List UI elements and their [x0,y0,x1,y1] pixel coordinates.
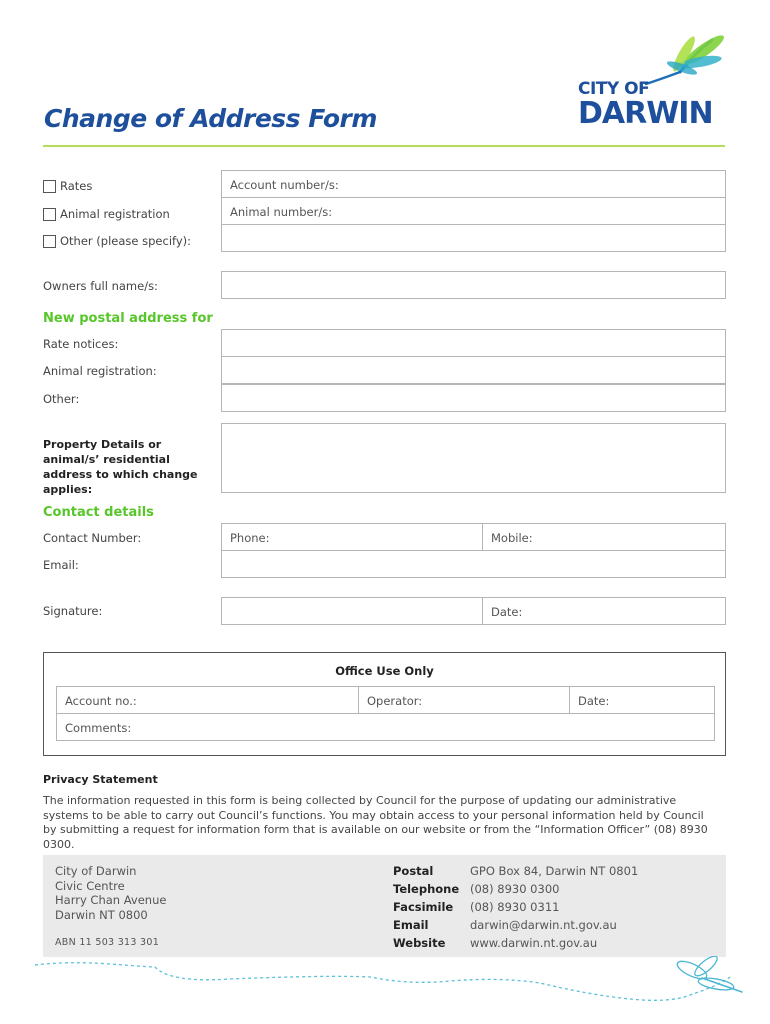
page-title: Change of Address Form [44,104,377,133]
rates-option[interactable] [43,179,92,193]
email-field[interactable] [221,550,726,578]
office-operator-label: Operator: [367,694,423,708]
rate-notices-field[interactable] [221,329,726,357]
office-date-field[interactable] [569,686,715,714]
other-label: Other (please specify): [60,234,192,248]
postal-heading: New postal address for [43,311,213,326]
logo-city-of: CITY OF [578,79,650,99]
dragonfly-footer-icon [672,956,752,1000]
signature-field[interactable] [221,597,483,625]
address-line: City of Darwin [55,864,137,878]
mobile-field[interactable] [482,523,726,551]
contact-value: GPO Box 84, Darwin NT 0801 [470,864,639,878]
office-comments-label: Comments: [65,721,132,735]
office-heading: Office Use Only [335,664,434,678]
office-account-label: Account no.: [65,694,137,708]
account-number-field[interactable] [221,170,726,198]
contact-key: Facsimile [393,900,454,914]
checkbox-icon[interactable] [43,180,56,193]
other-specify-field[interactable] [221,224,726,252]
animal-number-field[interactable] [221,197,726,225]
privacy-heading: Privacy Statement [43,773,158,786]
abn: ABN 11 503 313 301 [55,937,160,948]
contact-number-label: Contact Number: [43,531,142,545]
other-option[interactable] [43,234,191,248]
address-line: Harry Chan Avenue [55,893,167,907]
dragonfly-logo-icon [642,32,728,94]
checkbox-icon[interactable] [43,208,56,221]
date-label: Date: [491,605,523,619]
rates-label: Rates [60,179,93,193]
contact-key: Telephone [393,882,460,896]
website-link[interactable]: www.darwin.nt.gov.au [470,936,598,950]
office-account-field[interactable] [56,686,359,714]
postal-other-field[interactable] [221,384,726,412]
contact-key: Email [393,918,429,932]
office-operator-field[interactable] [358,686,570,714]
owners-label: Owners full name/s: [43,279,158,293]
contact-value: (08) 8930 0300 [470,882,560,896]
office-comments-field[interactable] [56,713,715,741]
address-line: Civic Centre [55,878,125,893]
property-details-field[interactable] [221,423,726,493]
date-field[interactable] [482,597,726,625]
checkbox-icon[interactable] [43,235,56,248]
footer-contacts [393,862,638,952]
email-label: Email: [43,558,79,572]
office-date-label: Date: [578,694,610,708]
address-line: Darwin NT 0800 [55,907,148,922]
mobile-label: Mobile: [491,531,533,545]
logo-darwin: DARWIN [578,96,713,131]
animal-number-label: Animal number/s: [230,205,333,219]
animal-registration-label: Animal registration: [43,364,157,378]
contact-key: Postal [393,864,434,878]
privacy-text: The information requested in this form is being collected by Council for the purpose of updating our administrative systems to be able to carry out Council’s functions. You may obtain access to your personal information held by Council by submitting a request for information form that is available on our website or from the “Information Officer” (08) 8930 0300. [43,794,708,851]
flight-path-decoration [30,955,760,1015]
animal-label: Animal registration [60,207,170,221]
animal-option[interactable] [43,207,170,221]
contact-heading: Contact details [43,505,154,520]
contact-value: (08) 8930 0311 [470,900,560,914]
footer-panel [43,855,726,957]
property-label: Property Details or animal/s’ residential address to which change applies: [43,438,198,496]
office-use-panel [43,652,726,756]
postal-other-label: Other: [43,392,80,406]
account-number-label: Account number/s: [230,178,339,192]
email-link[interactable]: darwin@darwin.nt.gov.au [470,918,617,932]
phone-label: Phone: [230,531,270,545]
footer-address [55,864,166,922]
rate-notices-label: Rate notices: [43,337,119,351]
animal-registration-field[interactable] [221,356,726,384]
phone-field[interactable] [221,523,483,551]
contact-key: Website [393,936,446,950]
header-rule [43,145,725,147]
signature-label: Signature: [43,604,103,618]
city-of-darwin-logo [578,32,728,132]
owners-name-field[interactable] [221,271,726,299]
